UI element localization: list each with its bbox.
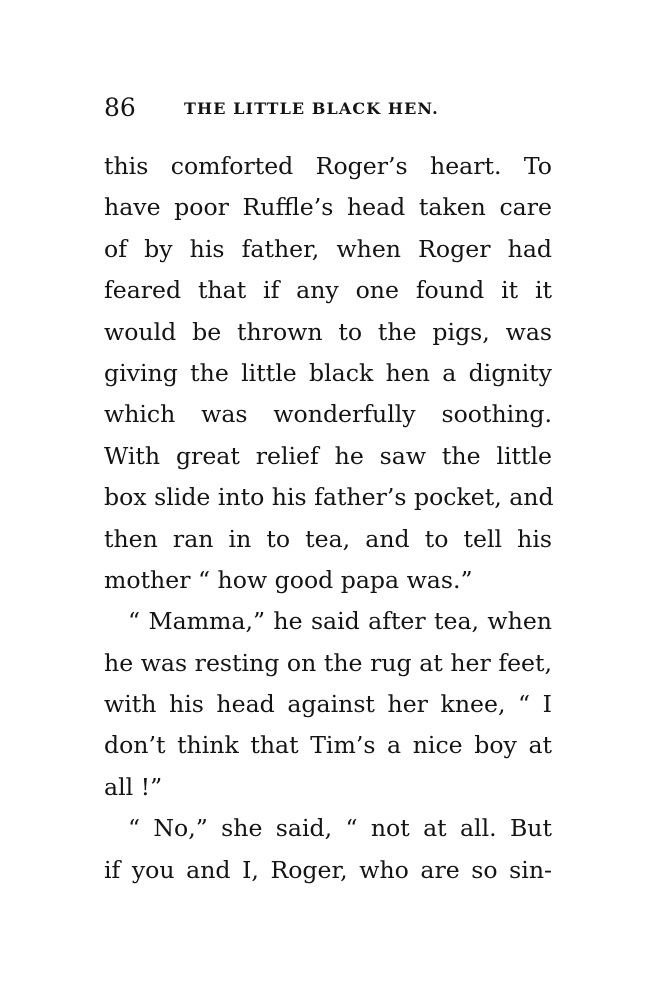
text-line: box slide into his father’s pocket, and xyxy=(104,483,554,512)
text-line: would be thrown to the pigs, was xyxy=(104,317,552,346)
text-line: giving the little black hen a dignity xyxy=(104,358,552,387)
page-header xyxy=(104,90,552,126)
text-line-paragraph-start: “ No,” she said, “ not at all. But xyxy=(128,814,552,843)
body-text xyxy=(104,146,552,891)
text-line: have poor Ruffle’s head taken care xyxy=(104,193,552,222)
text-line: which was wonderfully soothing. xyxy=(104,400,552,429)
text-line: with his head against her knee, “ I xyxy=(104,690,552,719)
text-line: With great relief he saw the little xyxy=(104,441,552,470)
text-line-paragraph-end: all !” xyxy=(104,772,163,801)
text-line: if you and I, Roger, who are so sin- xyxy=(104,855,552,884)
text-line-paragraph-end: mother “ how good papa was.” xyxy=(104,565,473,594)
text-line: feared that if any one found it it xyxy=(104,276,552,305)
page-number: 86 xyxy=(104,93,136,122)
text-line: don’t think that Tim’s a nice boy at xyxy=(104,731,552,760)
text-line: of by his father, when Roger had xyxy=(104,234,552,263)
text-line: then ran in to tea, and to tell his xyxy=(104,524,552,553)
text-line: this comforted Roger’s heart. To xyxy=(104,152,552,180)
text-line-paragraph-start: “ Mamma,” he said after tea, when xyxy=(128,607,552,636)
running-title: THE LITTLE BLACK HEN. xyxy=(184,99,439,118)
text-line: he was resting on the rug at her feet, xyxy=(104,648,552,677)
